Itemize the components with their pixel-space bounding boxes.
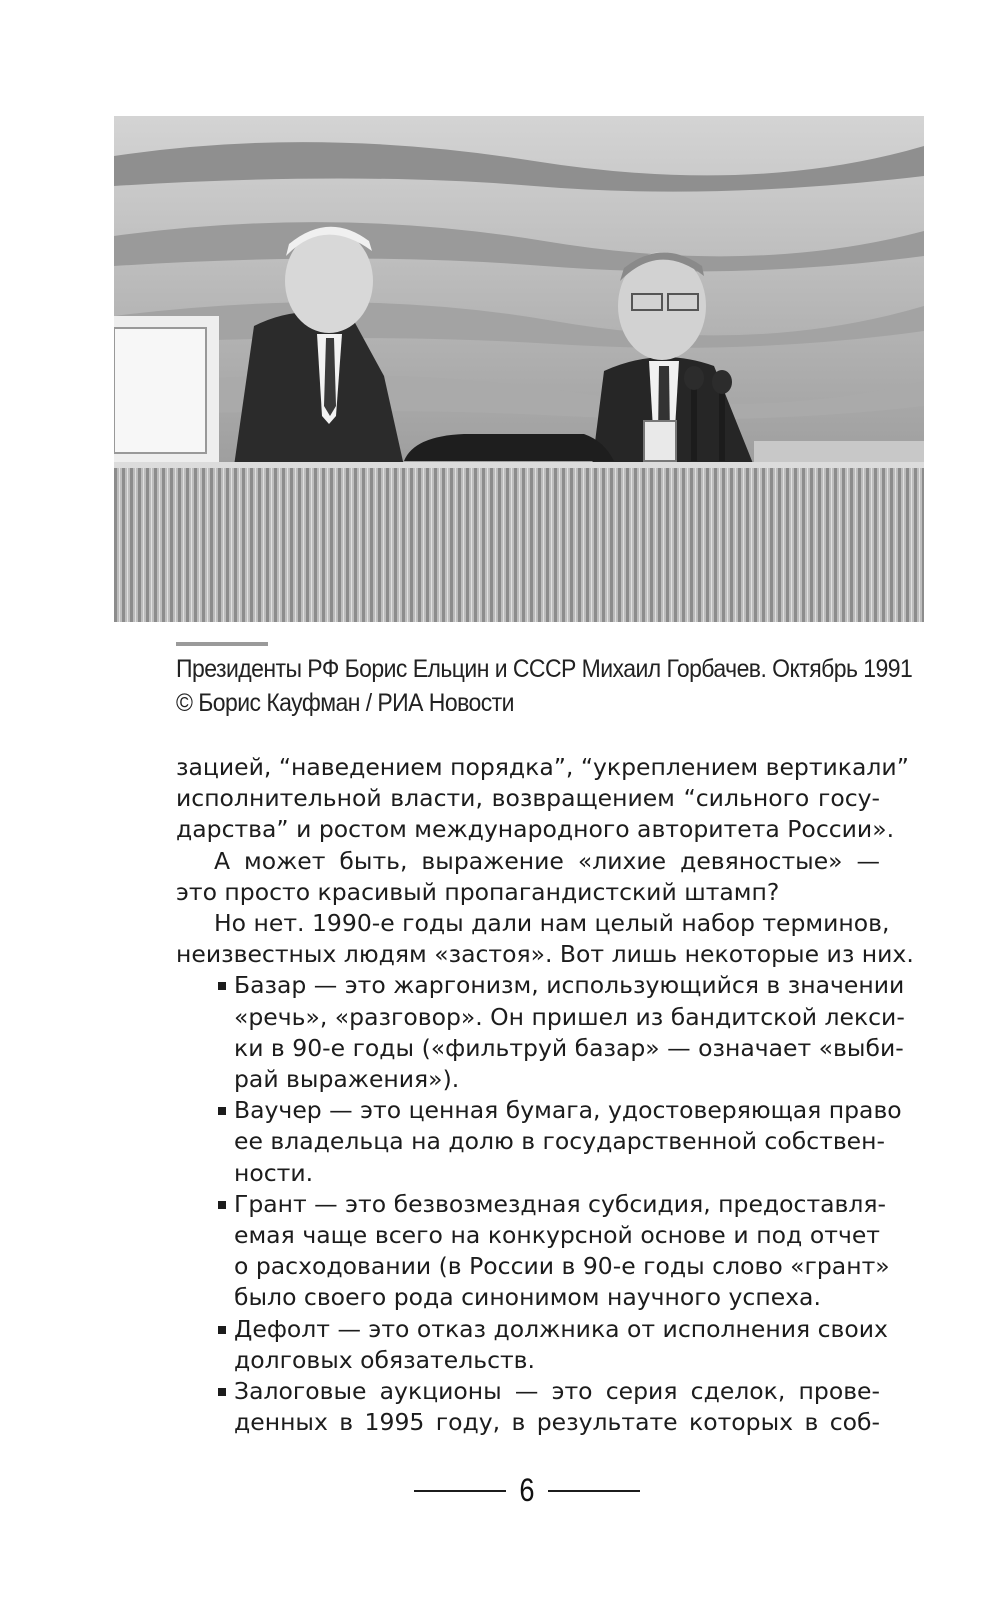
text-line: ки в 90-е годы («фильтруй базар» — означает «выби-	[234, 1033, 904, 1062]
text-line: денных в 1995 году, в результате которых в соб-	[234, 1408, 880, 1437]
bullet-square-icon	[218, 1107, 226, 1115]
text-line: Ваучер — это ценная бумага, удостоверяющая право	[234, 1096, 902, 1125]
photo-caption	[176, 652, 913, 720]
text-line: Залоговые аукционы — это серия сделок, прове-	[234, 1377, 880, 1406]
text-line: А может быть, выражение «лихие девяностые» —	[214, 846, 880, 875]
text-line: рай выражения»).	[234, 1065, 460, 1094]
caption-credit: © Борис Кауфман / РИА Новости	[176, 689, 514, 717]
paragraph-3	[176, 908, 914, 970]
text-line: «речь», «разговор». Он пришел из бандитской лекси-	[234, 1002, 905, 1031]
text-line: исполнительной власти, возвращением “сильного госу-	[176, 784, 880, 813]
text-line: Грант — это безвозмездная субсидия, предоставля-	[234, 1189, 887, 1218]
bullet-square-icon	[218, 1388, 226, 1396]
term-item-auctions	[176, 1376, 880, 1438]
footer-rule-right	[548, 1490, 640, 1492]
paragraph-1	[176, 752, 909, 846]
text-line: неизвестных людям «застоя». Вот лишь некоторые из них.	[176, 940, 914, 969]
body-text	[176, 752, 914, 1438]
text-line: ее владельца на долю в государственной собствен-	[234, 1127, 885, 1156]
text-line: ности.	[234, 1158, 314, 1187]
footer-rule-left	[414, 1490, 506, 1492]
text-line: о расходовании (в России в 90-е годы слово «грант»	[234, 1252, 890, 1281]
text-line: Но нет. 1990-е годы дали нам целый набор терминов,	[214, 909, 890, 938]
caption-title: Президенты РФ Борис Ельцин и СССР Михаил Горбачев. Октябрь 1991	[176, 655, 913, 683]
term-item-voucher	[176, 1095, 902, 1189]
text-line: Базар — это жаргонизм, использующийся в значении	[234, 971, 905, 1000]
photo	[114, 116, 924, 622]
text-line: зацией, “наведением порядка”, “укреплением вертикали”	[176, 753, 909, 781]
term-list	[176, 970, 905, 1438]
text-line: Дефолт — это отказ должника от исполнения своих	[234, 1314, 888, 1343]
page-number: 6	[519, 1472, 535, 1508]
caption-rule	[176, 642, 268, 646]
bullet-square-icon	[218, 982, 226, 990]
text-line: было своего рода синонимом научного успеха.	[234, 1283, 821, 1312]
photo-image	[114, 116, 924, 622]
text-line: это просто красивый пропагандистский штамп?	[176, 877, 780, 906]
text-line: емая чаще всего на конкурсной основе и под отчет	[234, 1221, 880, 1250]
term-item-default	[176, 1314, 888, 1376]
bullet-square-icon	[218, 1201, 226, 1209]
term-item-grant	[176, 1189, 890, 1314]
bullet-square-icon	[218, 1326, 226, 1334]
page-footer	[0, 1470, 1000, 1510]
text-line: дарства” и ростом международного авторитета России».	[176, 815, 895, 844]
term-item-bazar	[176, 970, 905, 1095]
text-line: долговых обязательств.	[234, 1345, 536, 1374]
paragraph-2	[176, 846, 880, 908]
